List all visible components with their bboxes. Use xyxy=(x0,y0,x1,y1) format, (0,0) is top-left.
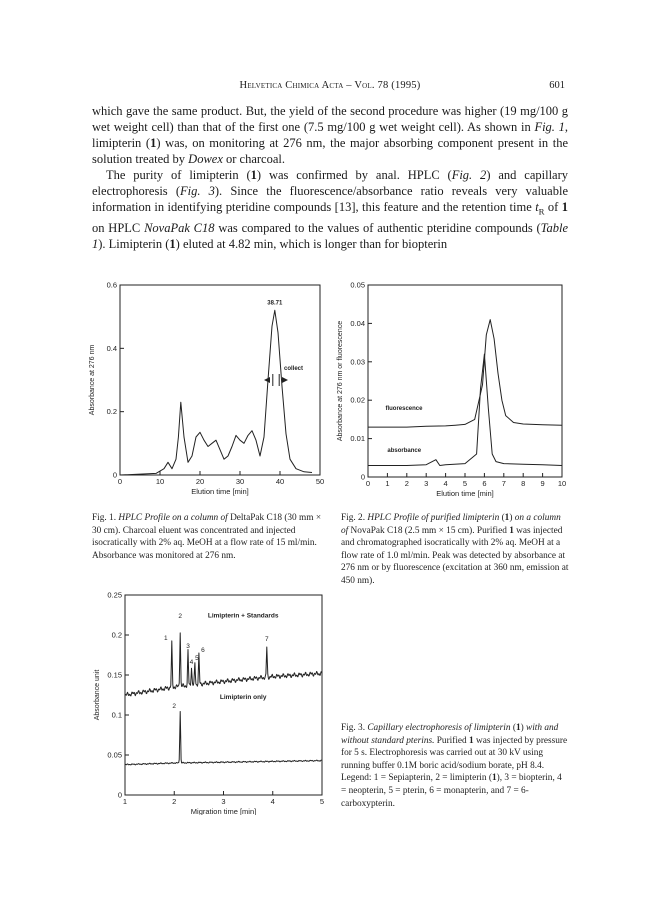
text-run: 1 xyxy=(491,773,497,784)
text-run: ) was, on monitoring at 276 nm, the major absorbing component present in the solution treated by xyxy=(92,136,568,166)
text-run: Fig. 2 xyxy=(451,168,487,182)
text-run: The purity of limipterin ( xyxy=(106,168,251,182)
x-tick-label: 2 xyxy=(172,797,177,806)
journal-title: Helvetica Chimica Acta – Vol. 78 (1995) xyxy=(239,80,421,91)
x-tick-label: 7 xyxy=(501,479,506,488)
y-tick-label: 0.6 xyxy=(106,280,117,290)
x-tick-label: 4 xyxy=(443,479,448,488)
x-axis-label: Migration time [min] xyxy=(190,807,257,815)
y-tick-label: 0.03 xyxy=(350,357,365,367)
fig2-hplc-chart xyxy=(330,280,570,505)
y-tick-label: 0.4 xyxy=(106,343,117,353)
x-axis-label: Elution time [min] xyxy=(436,489,494,498)
x-tick-label: 8 xyxy=(521,479,526,488)
x-tick-label: 40 xyxy=(275,477,285,486)
peak-label: 5 xyxy=(195,655,199,662)
series-label: Limipterin only xyxy=(219,694,267,701)
text-run: ). Since the fluorescence/absorbance ratio reveals very valuable information in identifying pteridine compounds [13], this feature and the retention time xyxy=(92,184,568,214)
y-axis-label: Absorbance at 276 nm or fluorescence xyxy=(337,320,344,442)
text-run: or charcoal. xyxy=(222,152,286,166)
series-line xyxy=(125,712,322,765)
text-run: boric acid/sodium borate, pH 8.4. Legend: 1 = Sepiapterin, 2 = limipterin ( xyxy=(341,760,545,784)
x-tick-label: 3 xyxy=(221,797,226,806)
text-run: Fig. 2. xyxy=(341,513,368,523)
series-line xyxy=(120,310,312,475)
text-run: ) was confirmed by anal. HPLC ( xyxy=(256,168,452,182)
text-run: DeltaPak C18 (30 mm × 30 cm). Charcoal eluent was concentrated and injected isocratically with 2% aq. MeOH at a flow rate of 15 ml/min. Absorbance was monitored at 276 nm. xyxy=(92,513,322,561)
text-run: was injected by pressure for 5 s. Electrophoresis was carried out at 30 kV using running buffer 0.1 xyxy=(341,735,568,771)
text-run: was compared to the values of authentic pteridine compounds ( xyxy=(214,220,541,235)
fig2-caption xyxy=(341,512,569,588)
x-tick-label: 10 xyxy=(155,477,165,486)
y-tick-label: 0.02 xyxy=(350,395,365,405)
y-tick-label: 0.15 xyxy=(107,670,122,680)
text-run: t xyxy=(535,200,539,214)
text-run: ( xyxy=(499,513,505,523)
text-run: Table 1 xyxy=(92,220,568,251)
collect-arrow-left-icon xyxy=(264,377,270,383)
text-run: 1 xyxy=(515,723,521,733)
series-label: Limipterin + Standards xyxy=(207,612,279,620)
text-run: ) xyxy=(509,513,515,523)
text-run: ( xyxy=(510,723,516,733)
plot-frame xyxy=(120,285,320,475)
text-run: 1 xyxy=(469,735,474,746)
text-run: HPLC Profile on a column of xyxy=(118,513,228,523)
text-run: Purified xyxy=(434,735,470,746)
x-tick-label: 10 xyxy=(557,479,567,488)
text-run: Fig. 3. xyxy=(341,723,368,733)
page-number: 601 xyxy=(549,80,565,91)
x-tick-label: 4 xyxy=(270,797,275,806)
text-run: on a column of xyxy=(341,513,561,536)
text-run: ) eluted at 4.82 min, which is longer than for biopterin xyxy=(175,236,448,251)
y-tick-label: 0.1 xyxy=(111,710,122,720)
running-header xyxy=(95,80,565,94)
text-run: Fig. 1 xyxy=(534,120,565,134)
x-tick-label: 50 xyxy=(315,477,325,486)
x-tick-label: 2 xyxy=(404,479,409,488)
peak-annotation: 38.71 xyxy=(267,300,283,307)
text-run: , limipterin ( xyxy=(92,120,569,150)
text-run: 1 xyxy=(169,236,176,251)
text-run: 1 xyxy=(150,136,157,150)
peak-label: 4 xyxy=(189,659,194,666)
peak-label: 3 xyxy=(186,643,190,650)
y-tick-label: 0.05 xyxy=(107,750,122,760)
text-run: 1 xyxy=(504,513,510,523)
text-run: NovaPak C18 (2.5 mm × 15 cm). Purified xyxy=(348,525,510,536)
peak-label: 6 xyxy=(201,647,205,654)
text-run: Capillary electrophoresis of limipterin xyxy=(367,723,511,733)
peak-label: 1 xyxy=(163,635,168,642)
text-run: ) xyxy=(520,723,527,733)
paragraph-1 xyxy=(92,103,568,167)
text-run: Fig. 1. xyxy=(92,513,119,523)
text-run: was injected and chromatographed isocratically with 2% aq. MeOH at a flow rate of 1.0 ml/min. Peak was detected by absorbance at 276 nm or by fluorescence (excitation at 360 nm, emission at 450 nm). xyxy=(341,525,569,586)
text-run: ) and capillary electrophoresis ( xyxy=(92,168,568,198)
y-axis-label: Absorbance at 276 nm xyxy=(89,344,96,416)
collect-arrow-right-icon xyxy=(282,377,288,383)
text-run: ), 3 = biopterin, 4 = neopterin, 5 = pterin, 6 = monapterin, and 7 = 6-carboxypterin. xyxy=(341,773,562,809)
peak-label: 7 xyxy=(265,636,269,643)
fig3-electrophoresis-chart xyxy=(80,590,330,815)
text-run: 1 xyxy=(561,200,568,214)
y-tick-label: 0.01 xyxy=(350,434,365,444)
peak-label: 2 xyxy=(178,613,182,620)
series-line xyxy=(125,633,322,696)
y-tick-label: 0.2 xyxy=(106,407,117,417)
paragraph-2 xyxy=(92,167,568,252)
text-run: with and without standard pterins. xyxy=(341,723,559,746)
body-text xyxy=(92,103,568,252)
x-tick-label: 5 xyxy=(462,479,468,488)
text-run: Dowex xyxy=(188,152,223,166)
text-run: of xyxy=(544,200,562,214)
fig3-caption xyxy=(341,722,569,810)
text-run: M xyxy=(408,760,418,771)
x-tick-label: 5 xyxy=(319,797,325,806)
x-tick-label: 9 xyxy=(540,479,545,488)
text-run: R xyxy=(538,206,545,217)
y-tick-label: 0.05 xyxy=(350,280,365,290)
y-tick-label: 0 xyxy=(117,790,122,800)
annotation-label: collect xyxy=(284,366,304,372)
x-tick-label: 0 xyxy=(117,477,123,486)
series-label: absorbance xyxy=(387,448,422,455)
y-tick-label: 0.2 xyxy=(111,630,122,640)
text-run: on HPLC xyxy=(92,220,145,235)
x-tick-label: 30 xyxy=(235,477,245,486)
fig1-hplc-chart xyxy=(80,280,330,505)
x-tick-label: 20 xyxy=(195,477,205,486)
text-run: ). Limipterin ( xyxy=(98,236,170,251)
x-tick-label: 6 xyxy=(482,479,487,488)
x-tick-label: 1 xyxy=(122,797,128,806)
peak-label: 2 xyxy=(172,703,176,710)
text-run: which gave the same product. But, the yield of the second procedure was higher (19 mg/100 g wet weight cell) than that of the first one (7.5 mg/100 g wet weight cell). As shown in xyxy=(92,104,568,134)
fig1-caption xyxy=(92,512,328,562)
text-run: HPLC Profile of purified limipterin xyxy=(367,513,500,523)
y-tick-label: 0.04 xyxy=(350,318,365,328)
y-tick-label: 0 xyxy=(112,470,117,480)
series-label: fluorescence xyxy=(385,405,423,412)
y-tick-label: 0 xyxy=(360,472,365,482)
text-run: 1 xyxy=(509,525,514,536)
x-tick-label: 0 xyxy=(365,479,371,488)
text-run: 1 xyxy=(250,168,257,182)
y-tick-label: 0.25 xyxy=(107,590,122,600)
x-axis-label: Elution time [min] xyxy=(191,487,249,496)
x-tick-label: 3 xyxy=(424,479,429,488)
y-axis-label: Absorbance unit xyxy=(94,669,101,721)
text-run: Fig. 3 xyxy=(179,184,215,198)
text-run: NovaPak C18 xyxy=(144,220,215,235)
x-tick-label: 1 xyxy=(385,479,390,488)
